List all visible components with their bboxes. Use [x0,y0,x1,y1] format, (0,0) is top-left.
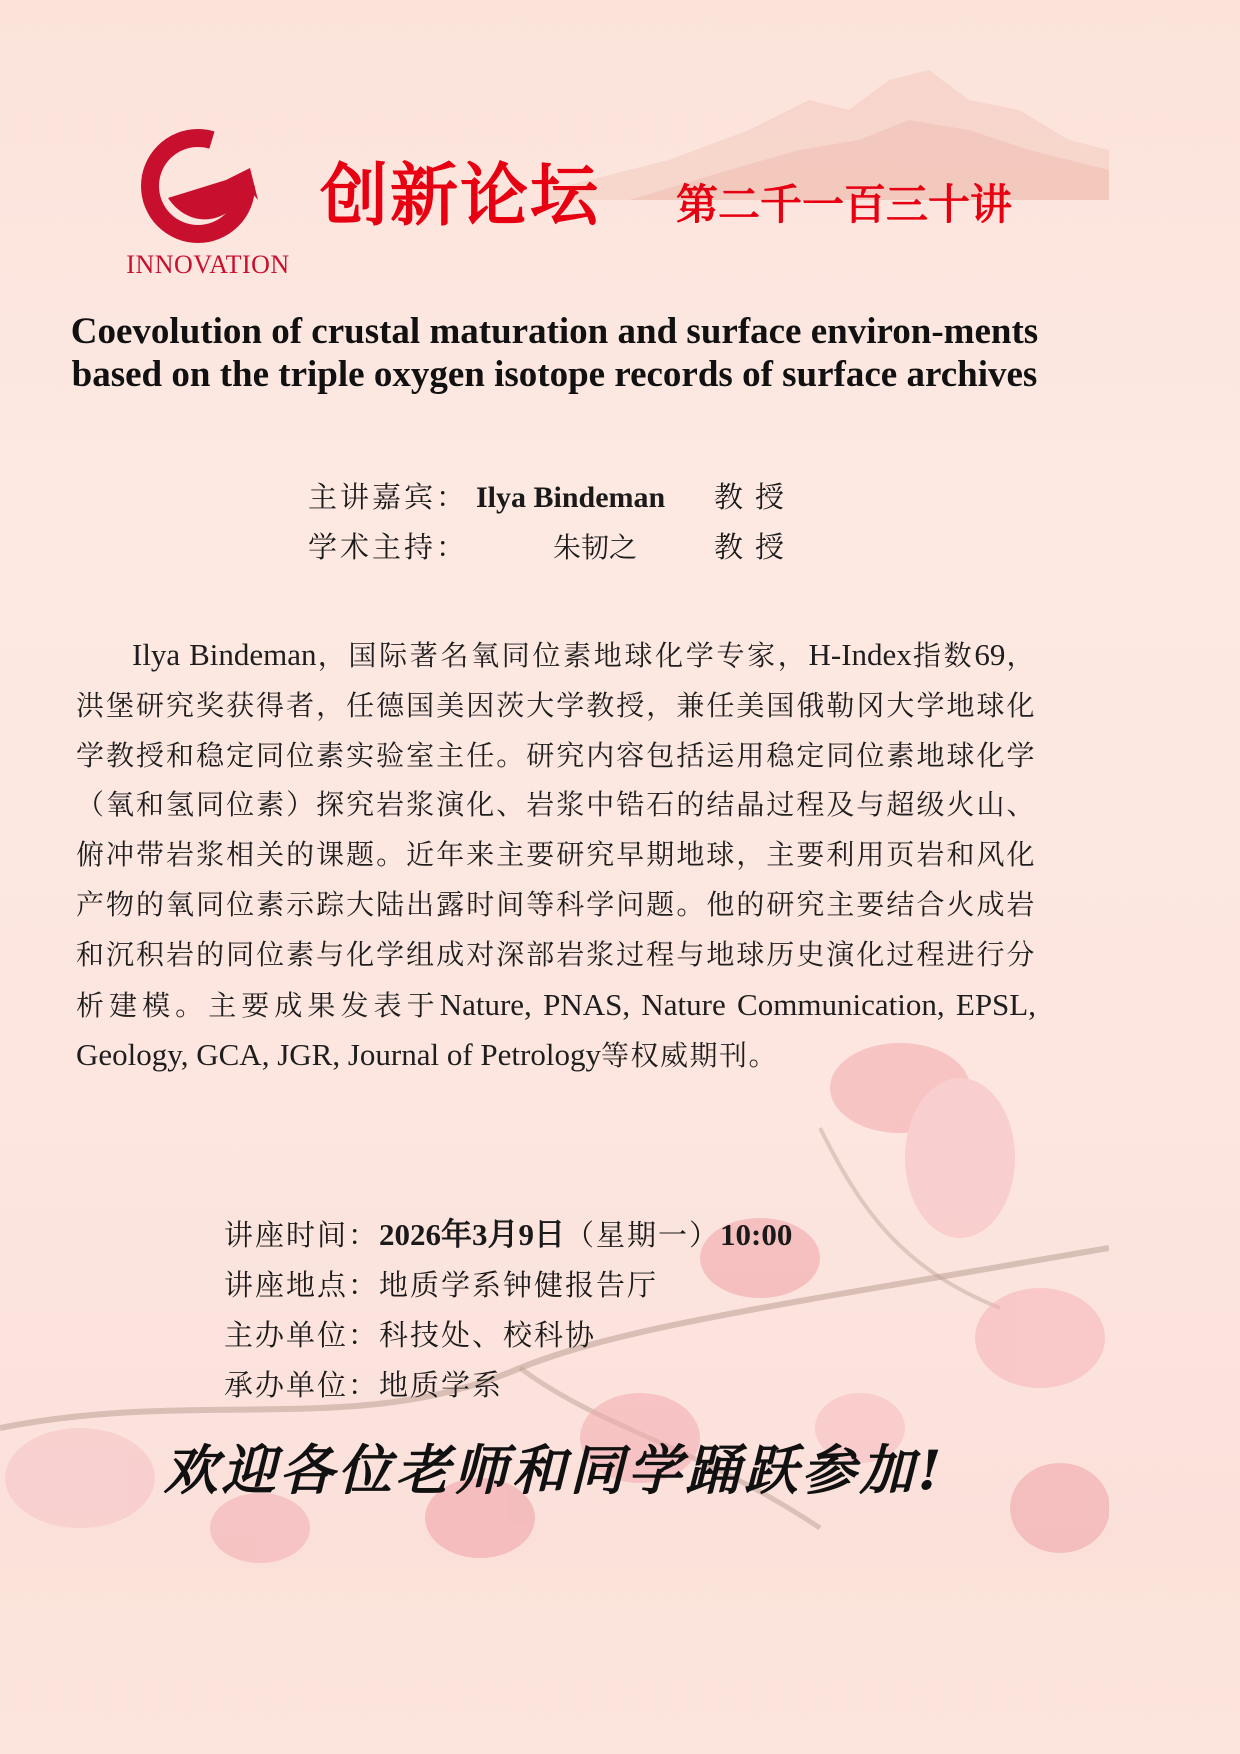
bio-text-2: 指数 [911,639,975,672]
people-section [308,472,796,572]
undertaker-label: 承办单位： [224,1368,380,1402]
host-row [308,522,796,572]
undertaker-row [224,1360,792,1410]
speaker-label: 主讲嘉宾： [308,480,469,514]
speaker-bio [76,630,1036,1081]
host-label: 学术主持： [308,530,469,564]
place-value: 地质学系钟健报告厅 [379,1268,659,1302]
bio-text-3: ，洪堡研究奖获得者，任德国美因茨大学教授，兼任美国俄勒冈大学地球化学教授和稳定同位素实验室主任。研究内容包括运用稳定同位素地球化学（氧和氢同位素）探究岩浆演化、岩浆中锆石的结晶过程及与超级火山、俯冲带岩浆相关的课题。近年来主要研究早期地球，主要利用页岩和风化产物的氧同位素示踪大陆出露时间等科学问题。他的研究主要结合火成岩和沉积岩的同位素与化学组成对深部岩浆过程与地球历史演化过程进行分析建模。主要成果发表于 [76,639,1036,1022]
time-clock: 10:00 [720,1217,793,1252]
bio-text-4: 等权威期刊。 [600,1039,778,1073]
organizer-label: 主办单位： [224,1318,380,1352]
host-name: 朱韧之 [552,531,637,564]
speaker-row [308,472,796,522]
event-info [224,1210,792,1410]
speaker-name: Ilya Bindeman [476,481,666,514]
talk-title: Coevolution of crustal maturation and surface environ-ments based on the triple oxygen isotope records of surface archives [70,311,1039,395]
bio-journals: Nature, PNAS, Nature Communication, EPSL, Geology, GCA, JGR, Journal of Petrology [76,986,1036,1073]
host-rank: 教授 [714,530,797,564]
organizer-value: 科技处、校科协 [379,1318,597,1352]
bio-hindex: H-Index [808,637,912,672]
place-row [224,1260,792,1310]
time-label: 讲座时间： [224,1218,380,1252]
undertaker-value: 地质学系 [379,1368,504,1402]
organizer-row [224,1310,792,1360]
time-date: 2026年3月9日 [379,1217,566,1252]
bio-text-1: ，国际著名氧同位素地球化学专家， [316,639,809,672]
time-row [224,1210,792,1260]
speaker-rank: 教授 [714,480,797,514]
logo-text: INNOVATION [126,250,290,279]
place-label: 讲座地点： [224,1268,380,1302]
bio-hindex-value: 69 [974,637,1006,672]
lecture-number: 第二千一百三十讲 [676,180,1013,229]
welcome-slogan: 欢迎各位老师和同学踊跃参加! [163,1438,946,1502]
time-weekday: （星期一） [565,1218,721,1252]
forum-title: 创新论坛 [320,157,601,236]
bio-name: Ilya Bindeman [132,637,317,672]
